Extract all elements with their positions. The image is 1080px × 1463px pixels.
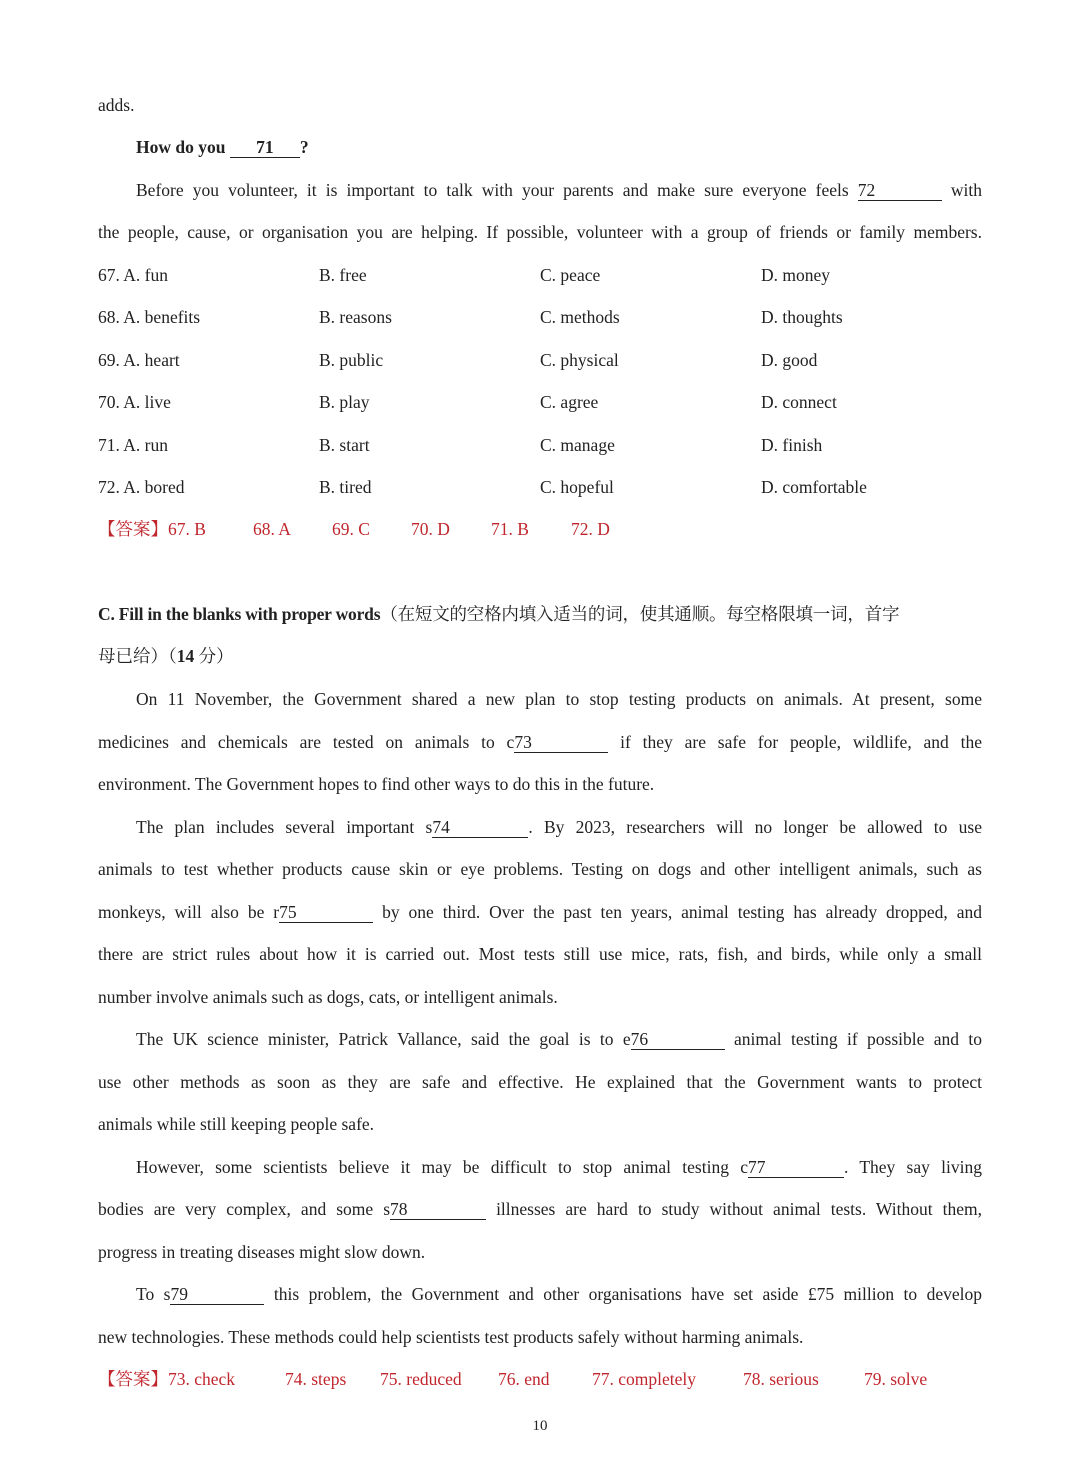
- option-d: D. comfortable: [761, 477, 867, 497]
- paragraph-line: there are strict rules about how it is carried out. Most tests still use mice, rats, fish, and birds, while only a small: [98, 944, 982, 964]
- option-a: 68. A. benefits: [98, 307, 201, 327]
- option-b: B. play: [319, 392, 370, 412]
- text-segment: animal testing if possible and to: [724, 1029, 982, 1049]
- blank-75: 75: [279, 902, 373, 923]
- option-b: B. reasons: [319, 307, 392, 327]
- paragraph-line: [98, 1197, 982, 1221]
- paragraph-line: On 11 November, the Government shared a new plan to stop testing products on animals. At present, some: [136, 689, 982, 709]
- answer-item: 【答案】73. check: [98, 1369, 236, 1389]
- answer-item: 76. end: [498, 1369, 550, 1389]
- option-b: B. free: [319, 265, 367, 285]
- answer-item: 71. B: [491, 519, 529, 539]
- heading-cn-text: 母已给）（: [98, 646, 177, 666]
- answer-item: 68. A: [253, 519, 291, 539]
- answer-item: 70. D: [411, 519, 450, 539]
- option-b: B. public: [319, 350, 384, 370]
- paragraph-line: [136, 1282, 982, 1306]
- option-d: D. good: [761, 350, 818, 370]
- blank-73: 73: [514, 732, 608, 753]
- text-segment: this problem, the Government and other organisations have set aside £75 million to develop: [264, 1284, 983, 1304]
- answer-key-b: [98, 517, 982, 541]
- option-c: C. methods: [540, 307, 620, 327]
- option-c: C. physical: [540, 350, 619, 370]
- blank-72: 72: [858, 180, 942, 201]
- section-c-heading-cont: [98, 644, 982, 668]
- option-row-67: [98, 263, 982, 287]
- option-a: 71. A. run: [98, 435, 168, 455]
- text-segment: with: [941, 180, 982, 200]
- paragraph-line: number involve animals such as dogs, cats, or intelligent animals.: [98, 987, 558, 1007]
- option-b: B. start: [319, 435, 370, 455]
- option-c: C. hopeful: [540, 477, 614, 497]
- option-row-71: [98, 433, 982, 457]
- page-number: 10: [532, 1418, 548, 1434]
- option-b: B. tired: [319, 477, 372, 497]
- answer-item: 75. reduced: [380, 1369, 462, 1389]
- option-row-68: [98, 305, 982, 329]
- text-segment: . They say living: [843, 1157, 982, 1177]
- option-row-70: [98, 390, 982, 414]
- option-a: 70. A. live: [98, 392, 171, 412]
- section-heading-how: [136, 135, 982, 159]
- option-d: D. connect: [761, 392, 837, 412]
- heading-bold-text: C. Fill in the blanks with proper words: [98, 604, 381, 624]
- answer-item: 74. steps: [285, 1369, 347, 1389]
- paragraph-line: progress in treating diseases might slow down.: [98, 1242, 426, 1262]
- paragraph-line: use other methods as soon as they are safe and effective. He explained that the Government wants to protect: [98, 1072, 982, 1092]
- blank-79: 79: [170, 1284, 264, 1305]
- text-segment: illnesses are hard to study without animal tests. Without them,: [486, 1199, 982, 1219]
- option-a: 72. A. bored: [98, 477, 185, 497]
- paragraph-line: new technologies. These methods could help scientists test products safely without harming animals.: [98, 1327, 804, 1347]
- option-row-72: [98, 475, 982, 499]
- score-value: 14: [176, 646, 195, 666]
- text-segment: monkeys, will also be r: [98, 902, 280, 922]
- answer-key-c: [98, 1367, 982, 1391]
- text-segment: However, some scientists believe it may be difficult to stop animal testing c: [136, 1157, 748, 1177]
- option-a: 69. A. heart: [98, 350, 180, 370]
- option-c: C. peace: [540, 265, 601, 285]
- blank-78: 78: [390, 1199, 486, 1220]
- answer-item: 72. D: [571, 519, 610, 539]
- text-segment: if they are safe for people, wildlife, and the: [608, 732, 982, 752]
- text-segment: by one third. Over the past ten years, animal testing has already dropped, and: [373, 902, 982, 922]
- section-c-heading: [98, 602, 982, 626]
- paragraph-line: [136, 178, 982, 202]
- paragraph-line: environment. The Government hopes to find other ways to do this in the future.: [98, 774, 655, 794]
- option-c: C. manage: [540, 435, 615, 455]
- heading-text: How do you: [136, 137, 230, 157]
- blank-77: 77: [748, 1157, 844, 1178]
- paragraph-line: [98, 900, 982, 924]
- heading-cn-text: （在短文的空格内填入适当的词，使其通顺。每空格限填一词，首字: [380, 604, 900, 624]
- paragraph-line: animals to test whether products cause skin or eye problems. Testing on dogs and other intelligent animals, such as: [98, 859, 982, 879]
- blank-71: 71: [230, 137, 300, 158]
- paragraph-line: [136, 1027, 982, 1051]
- option-d: D. thoughts: [761, 307, 843, 327]
- text-segment: bodies are very complex, and some s: [98, 1199, 391, 1219]
- option-d: D. finish: [761, 435, 823, 455]
- option-d: D. money: [761, 265, 831, 285]
- text-segment: Before you volunteer, it is important to talk with your parents and make sure everyone feels: [136, 180, 858, 200]
- text-segment: The UK science minister, Patrick Vallance, said the goal is to e: [136, 1029, 631, 1049]
- paragraph-line: animals while still keeping people safe.: [98, 1114, 375, 1134]
- blank-76: 76: [631, 1029, 725, 1050]
- answer-item: 79. solve: [864, 1369, 928, 1389]
- option-row-69: [98, 348, 982, 372]
- continued-text: adds.: [98, 95, 135, 115]
- paragraph-line: [136, 815, 982, 839]
- heading-text-end: ?: [299, 137, 309, 157]
- heading-cn-text: 分）: [194, 646, 234, 666]
- paragraph-line: [98, 730, 982, 754]
- text-segment: medicines and chemicals are tested on animals to c: [98, 732, 515, 752]
- answer-item: 78. serious: [743, 1369, 819, 1389]
- paragraph-line: [136, 1155, 982, 1179]
- paragraph-line: the people, cause, or organisation you are helping. If possible, volunteer with a group of friends or family members.: [98, 222, 982, 242]
- text-segment: The plan includes several important s: [136, 817, 433, 837]
- answer-item: 【答案】67. B: [98, 519, 206, 539]
- text-segment: To s: [136, 1284, 171, 1304]
- option-a: 67. A. fun: [98, 265, 168, 285]
- answer-item: 77. completely: [592, 1369, 697, 1389]
- answer-item: 69. C: [332, 519, 370, 539]
- text-segment: . By 2023, researchers will no longer be allowed to use: [528, 817, 982, 837]
- option-c: C. agree: [540, 392, 599, 412]
- blank-74: 74: [432, 817, 528, 838]
